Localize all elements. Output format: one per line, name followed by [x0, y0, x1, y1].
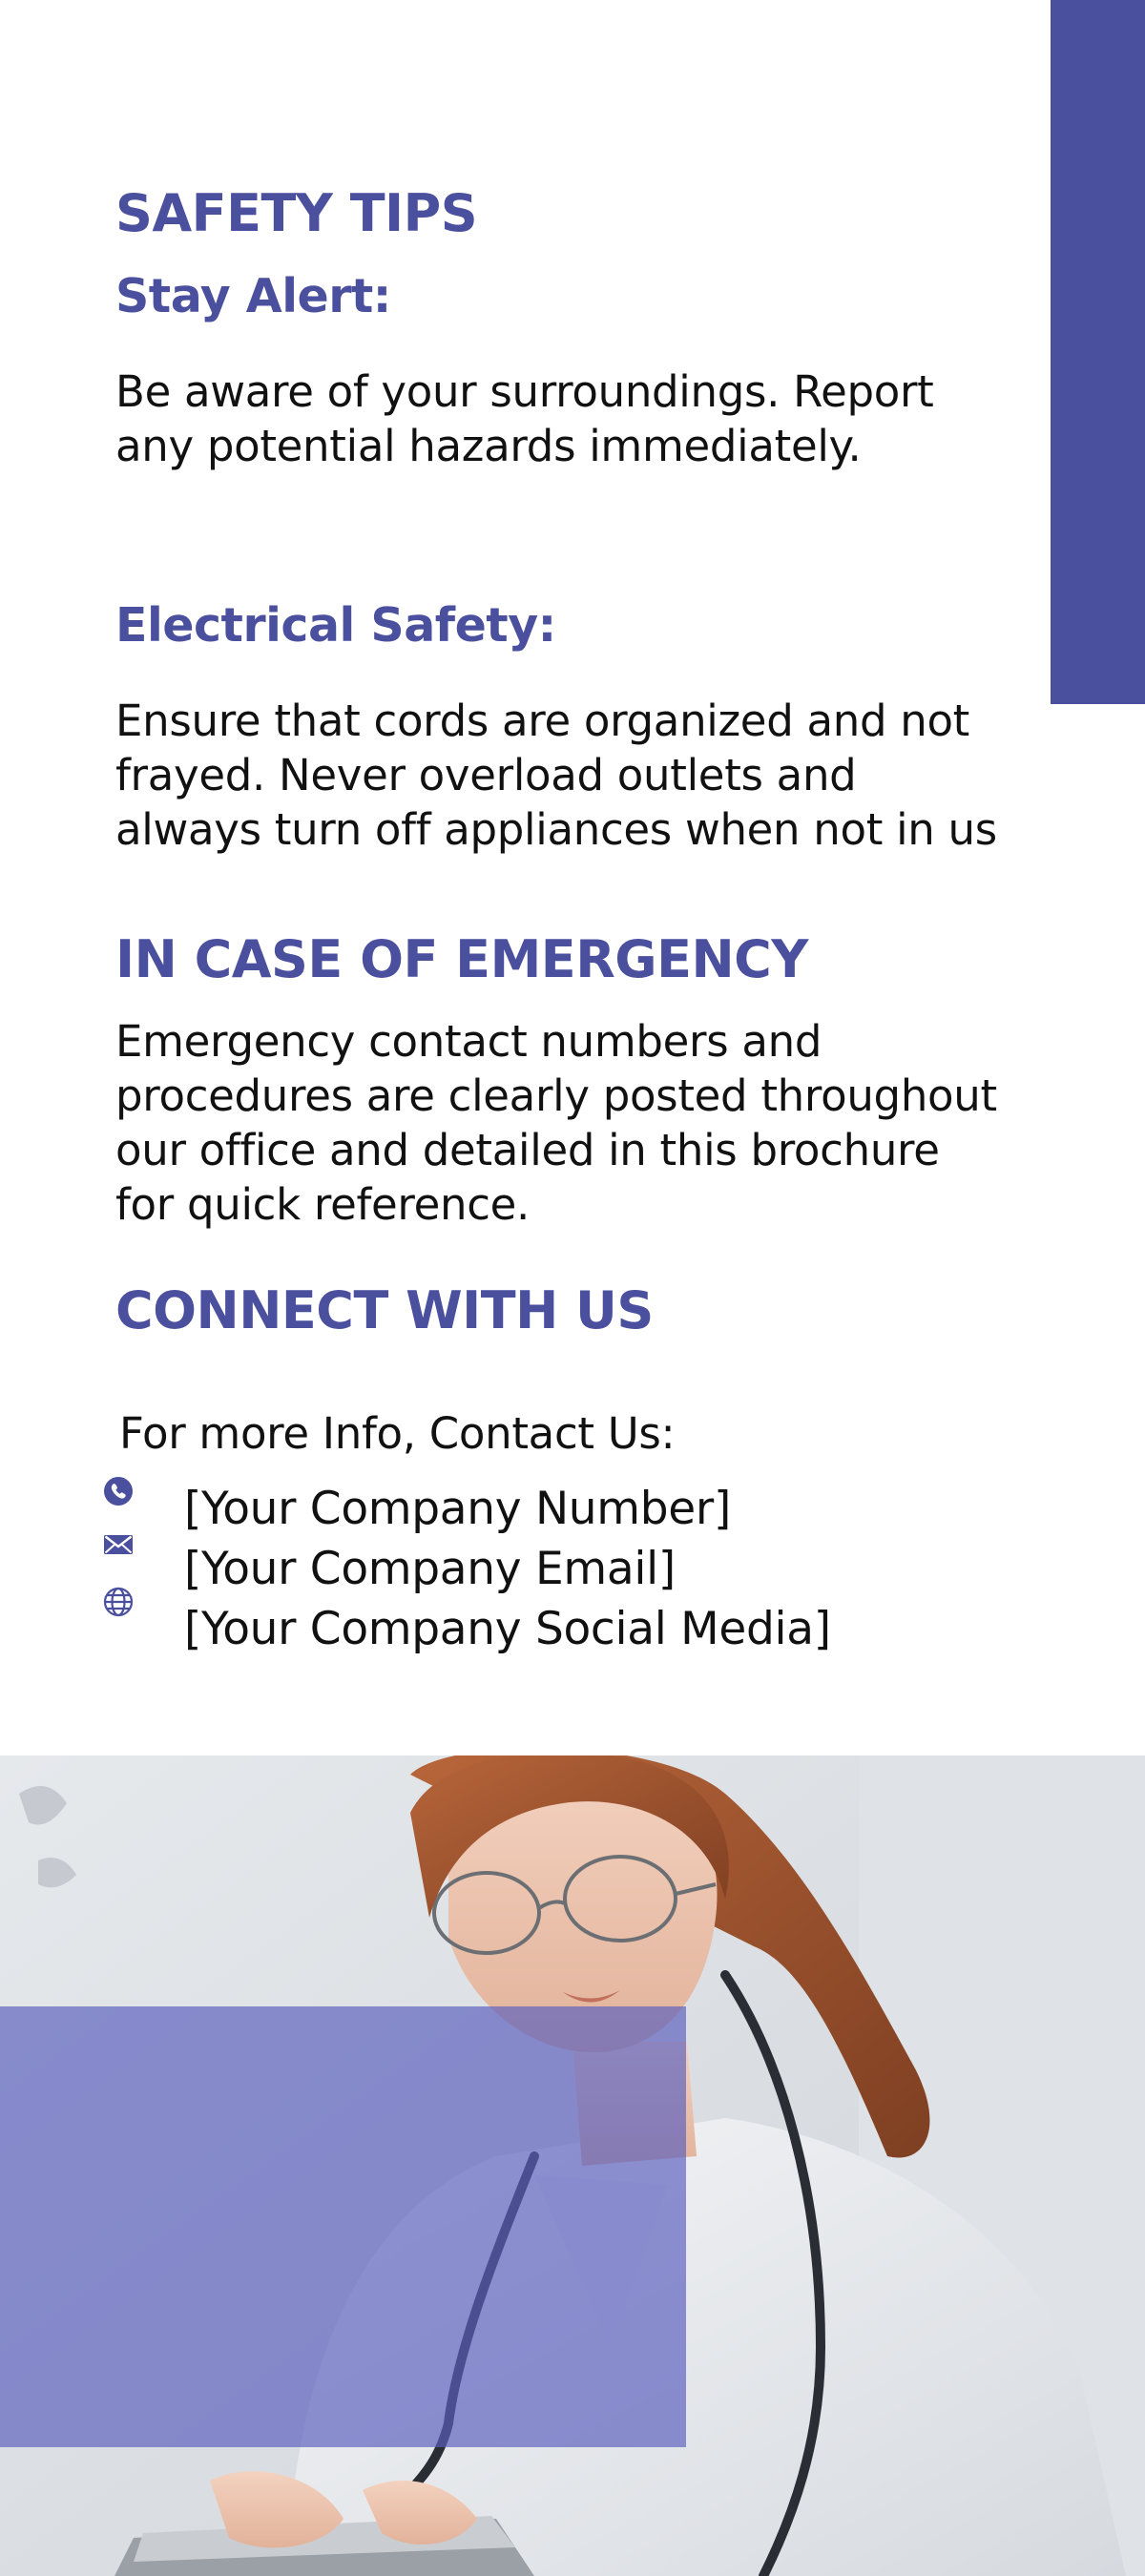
emergency-title: IN CASE OF EMERGENCY: [115, 929, 808, 989]
contact-social: [115, 1599, 1070, 1659]
contact-phone: [115, 1479, 1070, 1539]
accent-bar: [1051, 0, 1145, 704]
contact-intro: For more Info, Contact Us:: [119, 1408, 676, 1459]
safety-tips-title: SAFETY TIPS: [115, 183, 478, 243]
contact-number[interactable]: [Your Company Number]: [184, 1483, 731, 1535]
photo-color-overlay: [0, 2006, 686, 2447]
contact-social-text[interactable]: [Your Company Social Media]: [184, 1603, 831, 1655]
connect-title: CONNECT WITH US: [115, 1280, 654, 1340]
electrical-safety-text: Ensure that cords are organized and not frayed. Never overload outlets and always turn off appliances when not in us: [115, 696, 997, 855]
contact-email: [115, 1539, 1070, 1599]
email-icon: [102, 1528, 135, 1561]
stay-alert-text: Be aware of your surroundings. Report any potential hazards immediately.: [115, 366, 934, 471]
contact-email-text[interactable]: [Your Company Email]: [184, 1543, 676, 1595]
stay-alert-heading: Stay Alert:: [115, 269, 391, 323]
doctor-photo: [0, 1755, 1145, 2576]
globe-icon: [102, 1586, 135, 1618]
emergency-text: Emergency contact numbers and procedures are clearly posted throughout our office and detailed in this brochure for quick reference.: [115, 1016, 997, 1230]
contact-list: [115, 1479, 1070, 1659]
electrical-safety-heading: Electrical Safety:: [115, 598, 556, 653]
phone-icon: [102, 1475, 135, 1507]
